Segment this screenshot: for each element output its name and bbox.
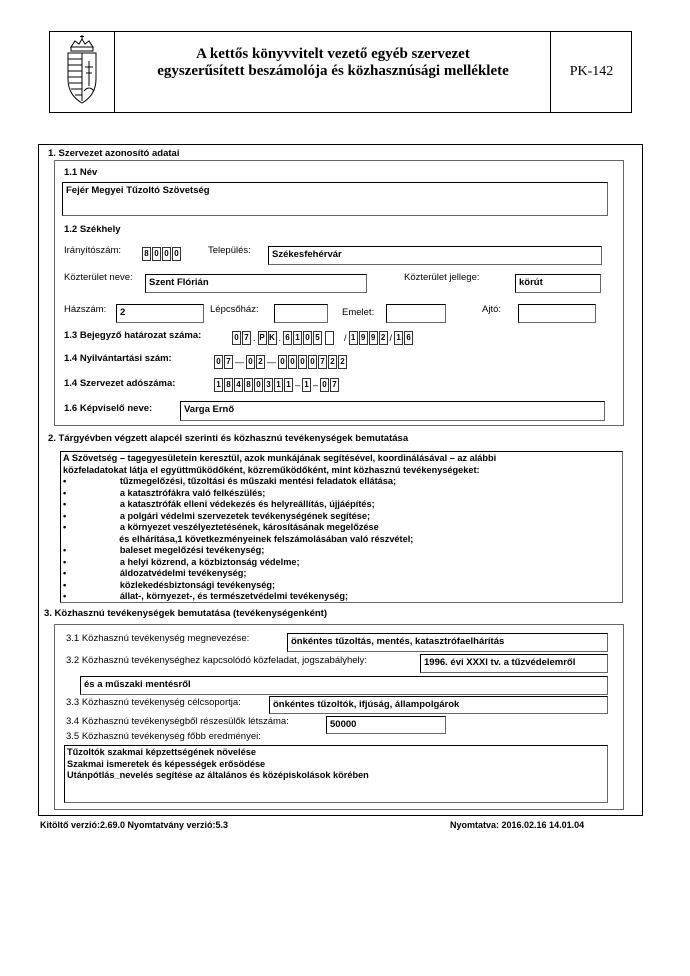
footer-version: Kitöltő verzió:2.69.0 Nyomtatvány verzió:5.3 xyxy=(40,820,229,830)
ado-label: 1.4 Szervezet adószáma: xyxy=(64,378,176,389)
kozterulet-label: Közterület neve: xyxy=(64,272,133,283)
bejegyzo-sep: . xyxy=(278,333,282,343)
eredmenyek-label: 3.5 Közhasznú tevékenység főbb eredményei: xyxy=(66,731,261,742)
char-cell[interactable]: P xyxy=(258,331,267,345)
bejegyzo-sep: . xyxy=(253,333,256,343)
char-cell[interactable]: 5 xyxy=(313,331,322,345)
char-cell[interactable]: 2 xyxy=(379,331,388,345)
char-cell[interactable]: 7 xyxy=(318,355,327,369)
crest-cell xyxy=(49,31,115,113)
eredmenyek-textarea[interactable]: Tűzoltók szakmai képzettségének növelése Szakmai ismeretek és képességek erősödése Utánpótlás_nevelés segítése az általános és középiskolások körében xyxy=(64,745,608,803)
kozfeladat-label: 3.2 Közhasznú tevékenységhez kapcsolódó közfeladat, jogszabályhely: xyxy=(66,655,368,666)
char-cell[interactable]: 0 xyxy=(246,355,255,369)
lepcsohaz-field[interactable] xyxy=(274,304,328,323)
lepcsohaz-label: Lépcsőház: xyxy=(210,304,259,315)
kozterulet-field[interactable]: Szent Flórián xyxy=(145,274,367,293)
section-1-title: 1. Szervezet azonosító adatai xyxy=(48,148,180,159)
irsz-cells[interactable] xyxy=(142,247,181,261)
nyilv-cells[interactable] xyxy=(214,355,347,369)
char-cell[interactable]: 0 xyxy=(303,331,312,345)
char-cell[interactable]: 9 xyxy=(359,331,368,345)
hazszam-label: Házszám: xyxy=(64,304,107,315)
char-cell[interactable]: 0 xyxy=(278,355,287,369)
nyilv-sep: — xyxy=(235,357,244,367)
char-cell[interactable]: 0 xyxy=(214,355,223,369)
irsz-label: Irányítószám: xyxy=(64,245,122,256)
form-title xyxy=(116,46,550,80)
char-cell[interactable]: 7 xyxy=(242,331,251,345)
form-code: PK-142 xyxy=(550,31,632,113)
emelet-field[interactable] xyxy=(386,304,446,323)
char-cell[interactable]: 1 xyxy=(302,378,311,392)
ado-sep: – xyxy=(295,380,301,390)
char-cell[interactable]: 8 xyxy=(142,247,151,261)
section-2-title: 2. Tárgyévben végzett alapcél szerinti és közhasznú tevékenységek bemutatása xyxy=(48,433,409,444)
nyilv-label: 1.4 Nyilvántartási szám: xyxy=(64,353,172,364)
char-cell[interactable]: 2 xyxy=(328,355,337,369)
bejegyzo-label: 1.3 Bejegyző határozat száma: xyxy=(64,330,202,341)
kepviselo-field[interactable]: Varga Ernő xyxy=(180,401,605,421)
jelleg-field[interactable]: körút xyxy=(515,274,601,293)
char-cell[interactable]: 1 xyxy=(349,331,358,345)
char-cell[interactable]: 0 xyxy=(172,247,181,261)
form-title-line2: egyszerűsített beszámolója és közhasznúsági melléklete xyxy=(157,63,509,79)
telepules-label: Település: xyxy=(208,245,251,256)
telepules-field[interactable]: Székesfehérvár xyxy=(268,246,602,265)
ajto-label: Ajtó: xyxy=(482,304,502,315)
nev-field[interactable]: Fejér Megyei Tűzoltó Szövetség xyxy=(62,182,608,216)
megnev-field[interactable]: önkéntes tűzoltás, mentés, katasztrófaelhárítás xyxy=(287,633,608,652)
char-cell[interactable]: 3 xyxy=(264,378,273,392)
char-cell[interactable]: 1 xyxy=(284,378,293,392)
ado-cells[interactable] xyxy=(214,378,339,392)
nev-label: 1.1 Név xyxy=(64,167,98,178)
kozfeladat-field-1[interactable]: 1996. évi XXXI tv. a tűzvédelemről xyxy=(420,654,608,673)
bejegyzo-sep: / xyxy=(389,333,393,343)
szekhely-label: 1.2 Székhely xyxy=(64,224,121,235)
char-cell[interactable]: 2 xyxy=(338,355,347,369)
char-cell[interactable]: 1 xyxy=(214,378,223,392)
char-cell[interactable]: 1 xyxy=(274,378,283,392)
footer-printed: Nyomtatva: 2016.02.16 14.01.04 xyxy=(450,820,585,830)
char-cell[interactable]: 6 xyxy=(404,331,413,345)
bejegyzo-cells[interactable] xyxy=(232,331,413,345)
form-title-line1: A kettős könyvvitelt vezető egyéb szervezet xyxy=(196,46,470,62)
kepviselo-label: 1.6 Képviselő neve: xyxy=(64,403,153,414)
letszam-field[interactable]: 50000 xyxy=(326,716,446,734)
char-cell[interactable]: 0 xyxy=(308,355,317,369)
char-cell[interactable]: 8 xyxy=(224,378,233,392)
hungarian-coat-of-arms-icon xyxy=(49,31,115,113)
megnev-label: 3.1 Közhasznú tevékenység megnevezése: xyxy=(66,633,250,644)
kozfeladat-field-2[interactable]: és a műszaki mentésről xyxy=(80,676,608,695)
section-2-textarea[interactable]: A Szövetség – tagegyesületein keresztül, azok munkájának segítésével, koordinálásával – az alábbi közfeladatokat látja el együttműködőként, közreműködőként, mint közhasznú tevékenységeket: • tűzmegelőzési, tűzoltási és műszaki mentési feladatok ellátása; • a katasztrófákra való felkészülés; • a katasztrófák elleni védekezés és helyreállítás, újjáépítés; • a polgári védelmi szervezetek tevékenységének segítése; • a környezet veszélyeztetésének, károsításának megelőzése és elhárítása,1 következményeinek felszámolásában való részvétel; • baleset megelőzési tevékenység; • a helyi közrend, a közbiztonság védelme; • áldozatvédelmi tevékenység; • közlekedésbiztonsági tevékenység; • állat-, környezet-, és természetvédelmi tevékenység; xyxy=(60,451,623,603)
char-cell[interactable]: 1 xyxy=(394,331,403,345)
char-cell[interactable]: K xyxy=(268,331,277,345)
celcsoport-label: 3.3 Közhasznú tevékenység célcsoportja: xyxy=(66,697,241,708)
char-cell[interactable]: 2 xyxy=(256,355,265,369)
char-cell[interactable]: 0 xyxy=(254,378,263,392)
letszam-label: 3.4 Közhasznú tevékenységből részesülők létszáma: xyxy=(66,716,289,727)
hazszam-field[interactable]: 2 xyxy=(116,304,204,323)
celcsoport-field[interactable]: önkéntes tűzoltók, ifjúság, állampolgárok xyxy=(269,696,608,714)
char-cell[interactable]: 0 xyxy=(320,378,329,392)
char-cell[interactable]: 7 xyxy=(224,355,233,369)
char-cell[interactable]: 9 xyxy=(369,331,378,345)
char-cell[interactable]: 1 xyxy=(293,331,302,345)
char-cell[interactable]: 8 xyxy=(244,378,253,392)
bejegyzo-sep: / xyxy=(344,333,347,343)
char-cell[interactable]: 0 xyxy=(232,331,241,345)
char-cell[interactable]: 0 xyxy=(298,355,307,369)
nyilv-sep: — xyxy=(267,357,276,367)
jelleg-label: Közterület jellege: xyxy=(404,272,480,283)
ajto-field[interactable] xyxy=(518,304,596,323)
char-cell[interactable]: 4 xyxy=(234,378,243,392)
char-cell[interactable]: 0 xyxy=(152,247,161,261)
ado-sep: – xyxy=(313,380,319,390)
char-cell[interactable] xyxy=(325,331,334,345)
char-cell[interactable]: 0 xyxy=(288,355,297,369)
char-cell[interactable]: 0 xyxy=(162,247,171,261)
section-3-title: 3. Közhasznú tevékenységek bemutatása (tevékenységenként) xyxy=(44,608,328,619)
emelet-label: Emelet: xyxy=(342,307,375,318)
char-cell[interactable]: 7 xyxy=(330,378,339,392)
char-cell[interactable]: 6 xyxy=(283,331,292,345)
